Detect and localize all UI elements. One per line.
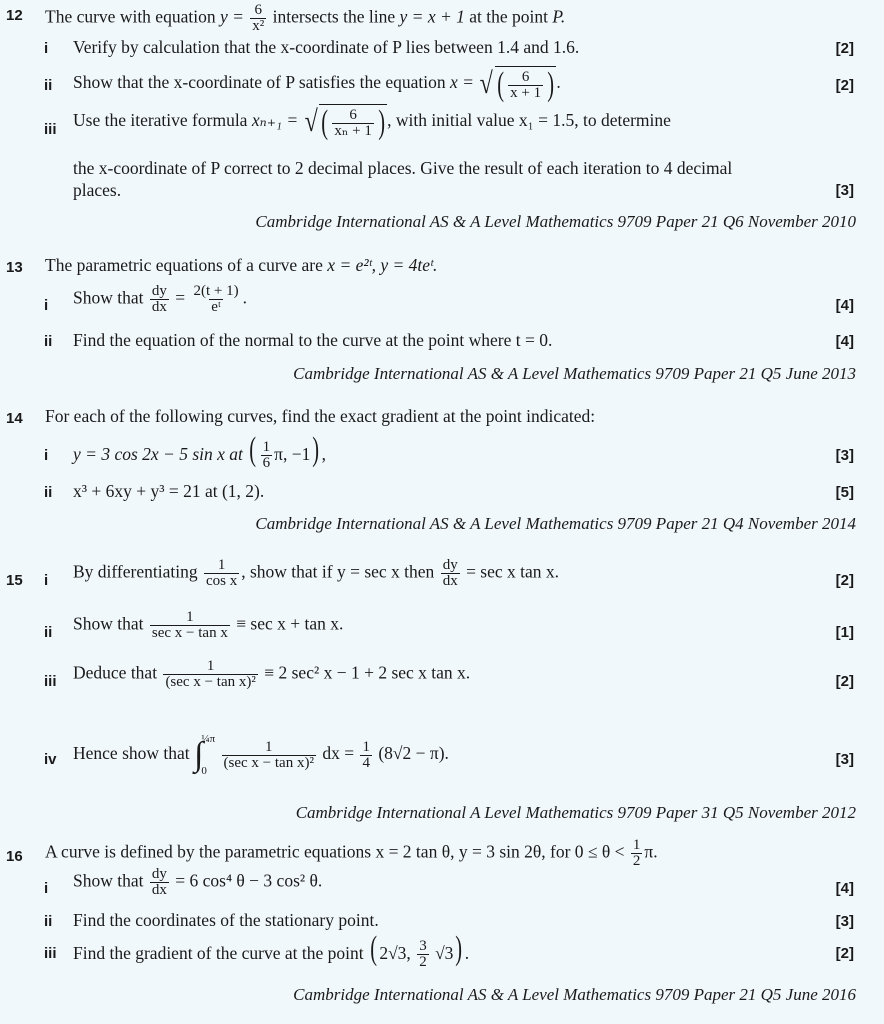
part-text: Deduce that $\frac{1}{\text{(sec x − tan x)²}}$ ≡ 2 sec² x − 1 + 2 sec x tan x. bbox=[73, 658, 471, 690]
part-label: i bbox=[44, 40, 49, 57]
source-citation: Cambridge International AS & A Level Mathematics 9709 Paper 21 Q4 November 2014 bbox=[255, 514, 856, 533]
marks: [3] bbox=[835, 182, 854, 199]
part-text: Find the gradient of the curve at the point ( 2√3, $\frac{3}{2}$ √3) . bbox=[73, 930, 470, 971]
part-text: Show that $\frac{dy}{dx}$ = 6 cos⁴ θ − 3 cos² θ. bbox=[73, 866, 323, 898]
part-text: Show that the x-coordinate of P satisfies the equation x = √ ( $\frac{6}{x + 1}$ ) . bbox=[73, 66, 561, 103]
marks: [5] bbox=[835, 484, 854, 501]
question-number: 15 bbox=[6, 572, 23, 589]
part-label: ii bbox=[44, 333, 53, 350]
question-number: 13 bbox=[6, 259, 23, 276]
part-label: iii bbox=[44, 673, 57, 690]
marks: [2] bbox=[835, 40, 854, 57]
part-label: ii bbox=[44, 624, 53, 641]
part-text: Use the iterative formula xₙ₊₁ = √ ( $\frac{6}{\text{xₙ + 1}}$ ) , with initial value x₁ = 1.5, to determine bbox=[73, 104, 671, 141]
marks: [2] bbox=[835, 945, 854, 962]
question-stem: A curve is defined by the parametric equations x = 2 tan θ, y = 3 sin 2θ, for 0 ≤ θ < $\frac{1}{2}$ π. bbox=[45, 837, 658, 869]
source-citation: Cambridge International AS & A Level Mathematics 9709 Paper 21 Q6 November 2010 bbox=[255, 212, 856, 231]
marks: [2] bbox=[835, 77, 854, 94]
part-label: i bbox=[44, 447, 49, 464]
integral-sign: ∫ bbox=[194, 736, 204, 773]
marks: [3] bbox=[835, 447, 854, 464]
marks: [4] bbox=[835, 880, 854, 897]
question-stem: The parametric equations of a curve are x = e²ᵗ, y = 4teᵗ. bbox=[45, 255, 438, 275]
part-text: Find the equation of the normal to the curve at the point where t = 0. bbox=[73, 330, 553, 350]
part-label: iii bbox=[44, 945, 57, 962]
part-label: ii bbox=[44, 484, 53, 501]
part-label: i bbox=[44, 572, 49, 589]
part-text-continued: the x-coordinate of P correct to 2 decimal places. Give the result of each iteration to 4 decimal bbox=[73, 158, 733, 178]
part-text: Hence show that ∫ ¼π 0 $\frac{1}{\text{(sec x − tan x)²}}$ dx = $\frac{1}{4}$ (8√2 − π). bbox=[73, 733, 449, 777]
square-root: √ ( $\frac{6}{\text{xₙ + 1}}$ ) bbox=[303, 104, 388, 140]
part-label: i bbox=[44, 880, 49, 897]
integral: ∫ ¼π 0 bbox=[194, 733, 216, 777]
part-text: Find the coordinates of the stationary point. bbox=[73, 910, 379, 930]
marks: [4] bbox=[835, 333, 854, 350]
fraction: $\frac{6}{\text{x²}}$ bbox=[252, 2, 265, 34]
part-text: Show that $\frac{dy}{dx}$ = $\frac{2(t + 1)}{\text{eᵗ}}$ . bbox=[73, 283, 247, 315]
source-citation: Cambridge International A Level Mathematics 9709 Paper 31 Q5 November 2012 bbox=[295, 803, 856, 822]
question-number: 12 bbox=[6, 7, 23, 24]
part-text: Show that $\frac{1}{\text{sec x − tan x}}$ ≡ sec x + tan x. bbox=[73, 609, 344, 641]
part-text: By differentiating $\frac{1}{\text{cos x}}$ , show that if y = sec x then $\frac{dy}{dx}$ = sec x tan x. bbox=[73, 557, 560, 589]
part-label: iii bbox=[44, 121, 57, 138]
marks: [3] bbox=[835, 913, 854, 930]
part-label: i bbox=[44, 297, 49, 314]
part-text: Verify by calculation that the x-coordinate of P lies between 1.4 and 1.6. bbox=[73, 37, 580, 57]
question-stem: For each of the following curves, find the exact gradient at the point indicated: bbox=[45, 406, 596, 426]
marks: [2] bbox=[835, 673, 854, 690]
marks: [2] bbox=[835, 572, 854, 589]
source-citation: Cambridge International AS & A Level Mathematics 9709 Paper 21 Q5 June 2013 bbox=[293, 364, 856, 383]
part-label: ii bbox=[44, 77, 53, 94]
marks: [1] bbox=[835, 624, 854, 641]
source-citation: Cambridge International AS & A Level Mathematics 9709 Paper 21 Q5 June 2016 bbox=[293, 985, 856, 1004]
part-text-continued: places. bbox=[73, 180, 122, 200]
question-number: 14 bbox=[6, 410, 23, 427]
marks: [3] bbox=[835, 751, 854, 768]
question-stem: The curve with equation y = $\frac{6}{\text{x²}}$ intersects the line y = x + 1 at the point P. bbox=[45, 2, 566, 34]
question-number: 16 bbox=[6, 848, 23, 865]
square-root: √ ( $\frac{6}{x + 1}$ ) bbox=[478, 66, 556, 102]
marks: [4] bbox=[835, 297, 854, 314]
part-text: x³ + 6xy + y³ = 21 at (1, 2). bbox=[73, 481, 265, 501]
part-label: ii bbox=[44, 913, 53, 930]
part-text: y = 3 cos 2x − 5 sin x at ( $\frac{1}{6}$ π, −1) , bbox=[73, 431, 327, 472]
part-label: iv bbox=[44, 751, 57, 768]
